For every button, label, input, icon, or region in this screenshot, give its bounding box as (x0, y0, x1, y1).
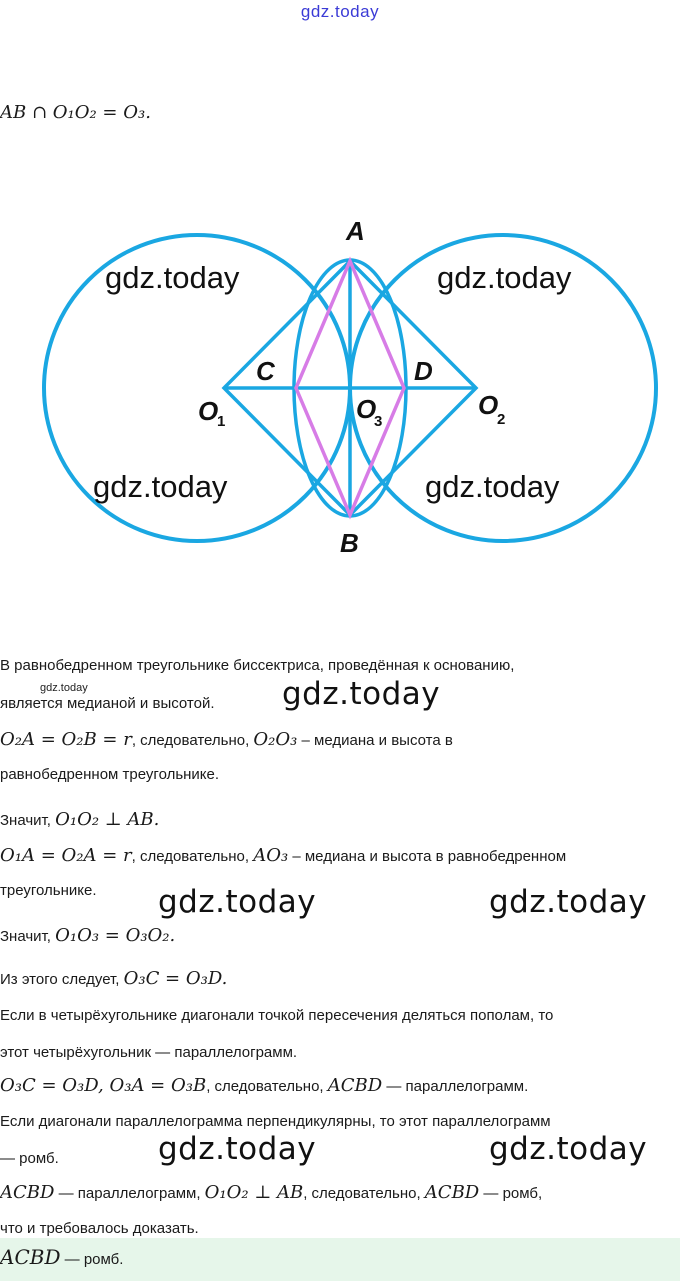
math-perpendicular: O₁O₂ ⊥ AB (204, 1182, 304, 1203)
solution-line-12 (0, 1075, 528, 1096)
watermark-5: gdz.today (489, 1131, 648, 1167)
label-o1-sub: 1 (217, 413, 226, 430)
diagram-watermark-br: gdz.today (425, 469, 560, 504)
text-segment: — параллелограмм, (54, 1185, 205, 1202)
math-ao3: AO₃ (253, 845, 289, 866)
intro-formula: AB ∩ O₁O₂ = O₃. (0, 102, 151, 123)
watermark-4: gdz.today (158, 1131, 317, 1167)
math-o1o3: O₁O₃ = O₃O₂. (55, 925, 176, 946)
label-b: B (340, 528, 359, 558)
label-a: A (346, 216, 365, 246)
label-o1: O (198, 396, 219, 426)
watermark-small: gdz.today (40, 682, 88, 694)
solution-line-7: треугольнике. (0, 882, 97, 899)
text-segment: – медиана и высота в равнобедренном (288, 848, 567, 865)
answer-box (0, 1238, 680, 1281)
label-o3-sub: 3 (374, 413, 383, 430)
solution-line-13: Если диагонали параллелограмма перпендикулярны, то этот параллелограмм (0, 1113, 551, 1130)
math-acbd: ACBD (327, 1075, 383, 1096)
math-o1a-o2a: O₁A = O₂A = r (0, 845, 132, 866)
label-o2: O (478, 390, 499, 420)
diagram-watermark-tr: gdz.today (437, 260, 572, 295)
solution-line-4: равнобедренном треугольнике. (0, 766, 220, 783)
solution-line-5 (0, 809, 159, 830)
solution-line-16: что и требовалось доказать. (0, 1220, 199, 1237)
math-acbd: ACBD (424, 1182, 480, 1203)
solution-line-15 (0, 1182, 542, 1203)
math-o3c: O₃C = O₃D. (123, 968, 228, 989)
diagram-watermark-tl: gdz.today (105, 260, 240, 295)
text-segment: — ромб, (479, 1185, 543, 1202)
text-segment: – медиана и высота в (297, 732, 453, 749)
text-segment: Из этого следует, (0, 971, 124, 988)
text-segment: , следовательно, (303, 1185, 425, 1202)
solution-line-1: В равнобедренном треугольнике биссектриса, проведённая к основанию, (0, 657, 515, 674)
solution-line-3 (0, 729, 453, 750)
header-link[interactable]: gdz.today (300, 2, 380, 21)
answer-text: — ромб. (60, 1251, 124, 1268)
solution-line-14: — ромб. (0, 1150, 59, 1167)
solution-line-6 (0, 845, 566, 866)
math-o2a-o2b: O₂A = O₂B = r (0, 729, 132, 750)
text-segment: — параллелограмм. (382, 1078, 529, 1095)
text-segment: , следовательно, (131, 732, 254, 749)
math-diagonals: O₃C = O₃D, O₃A = O₃B (0, 1075, 207, 1096)
watermark-1: gdz.today (282, 676, 441, 712)
answer-math: ACBD (0, 1245, 61, 1269)
label-o2-sub: 2 (497, 411, 506, 428)
diagram-watermark-bl: gdz.today (93, 469, 228, 504)
solution-line-11: этот четырёхугольник — параллелограмм. (0, 1044, 298, 1061)
solution-line-9 (0, 968, 227, 989)
solution-line-2: является медианой и высотой. (0, 695, 215, 712)
math-o2o3: O₂O₃ (253, 729, 298, 750)
text-segment: Значит, (0, 812, 56, 829)
geometry-diagram (0, 200, 680, 600)
solution-line-8 (0, 925, 175, 946)
text-segment: , следовательно, (131, 848, 254, 865)
math-perpendicular: O₁O₂ ⊥ AB. (55, 809, 160, 830)
solution-line-10: Если в четырёхугольнике диагонали точкой пересечения деляться пополам, то (0, 1007, 554, 1024)
math-acbd: ACBD (0, 1182, 55, 1203)
text-segment: Значит, (0, 928, 56, 945)
text-segment: , следовательно, (206, 1078, 328, 1095)
watermark-3: gdz.today (489, 884, 648, 920)
label-c: C (256, 356, 275, 386)
label-o3: O (356, 394, 377, 424)
watermark-2: gdz.today (158, 884, 317, 920)
label-d: D (414, 356, 433, 386)
